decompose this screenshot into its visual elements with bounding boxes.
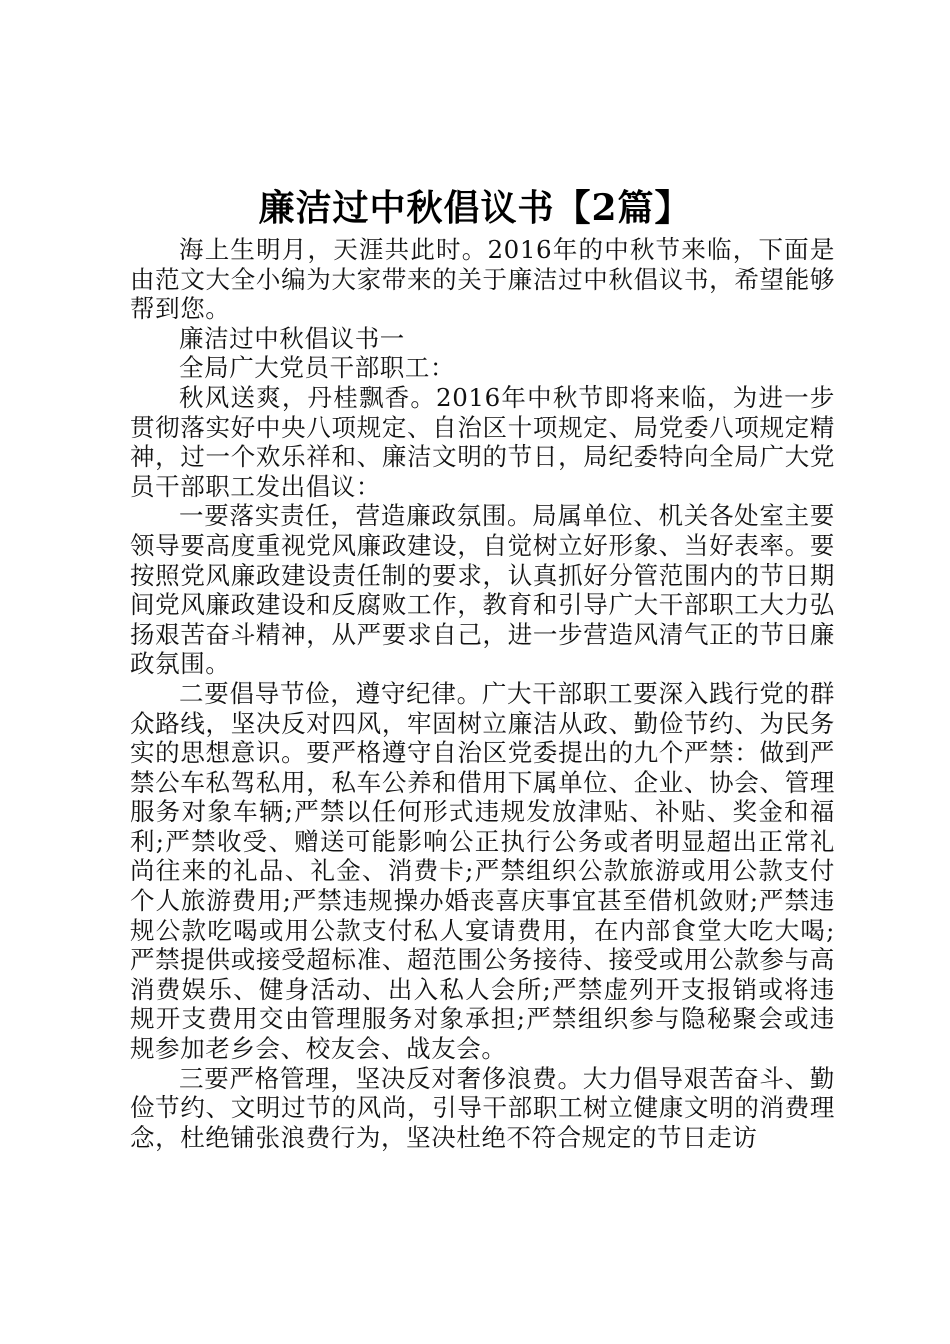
body-paragraph: 二要倡导节俭，遵守纪律。广大干部职工要深入践行党的群众路线，坚决反对四风，牢固树立廉洁从政、勤俭节约、为民务实的思想意识。要严格遵守自治区党委提出的九个严禁：做到严禁公车私驾私用，私车公养和借用下属单位、企业、协会、管理服务对象车辆;严禁以任何形式违规发放津贴、补贴、奖金和福利;严禁收受、赠送可能影响公正执行公务或者明显超出正常礼尚往来的礼品、礼金、消费卡;严禁组织公款旅游或用公款支付个人旅游费用;严禁违规操办婚丧喜庆事宜甚至借机敛财;严禁违规公款吃喝或用公款支付私人宴请费用，在内部食堂大吃大喝;严禁提供或接受超标准、超范围公务接待、接受或用公款参与高消费娱乐、健身活动、出入私人会所;严禁虚列开支报销或将违规开支费用交由管理服务对象承担;严禁组织参与隐秘聚会或违规参加老乡会、校友会、战友会。 <box>130 678 835 1064</box>
body-paragraph: 三要严格管理，坚决反对奢侈浪费。大力倡导艰苦奋斗、勤俭节约、文明过节的风尚，引导干部职工树立健康文明的消费理念，杜绝铺张浪费行为，坚决杜绝不符合规定的节日走访 <box>130 1063 835 1152</box>
body-paragraph: 秋风送爽，丹桂飘香。2016年中秋节即将来临，为进一步贯彻落实好中央八项规定、自治区十项规定、局党委八项规定精神，过一个欢乐祥和、廉洁文明的节日，局纪委特向全局广大党员干部职工发出倡议： <box>130 382 835 501</box>
document-title: 廉洁过中秋倡议书【2篇】 <box>258 187 692 229</box>
body-paragraph: 一要落实责任，营造廉政氛围。局属单位、机关各处室主要领导要高度重视党风廉政建设，自觉树立好形象、当好表率。要按照党风廉政建设责任制的要求，认真抓好分管范围内的节日期间党风廉政建设和反腐败工作，教育和引导广大干部职工大力弘扬艰苦奋斗精神，从严要求自己，进一步营造风清气正的节日廉政氛围。 <box>130 501 835 679</box>
salutation: 全局广大党员干部职工： <box>179 353 456 383</box>
section-heading: 廉洁过中秋倡议书一 <box>179 323 405 353</box>
document-body <box>130 235 835 1152</box>
intro-paragraph: 海上生明月，天涯共此时。2016年的中秋节来临，下面是由范文大全小编为大家带来的关于廉洁过中秋倡议书，希望能够帮到您。 <box>130 235 835 324</box>
